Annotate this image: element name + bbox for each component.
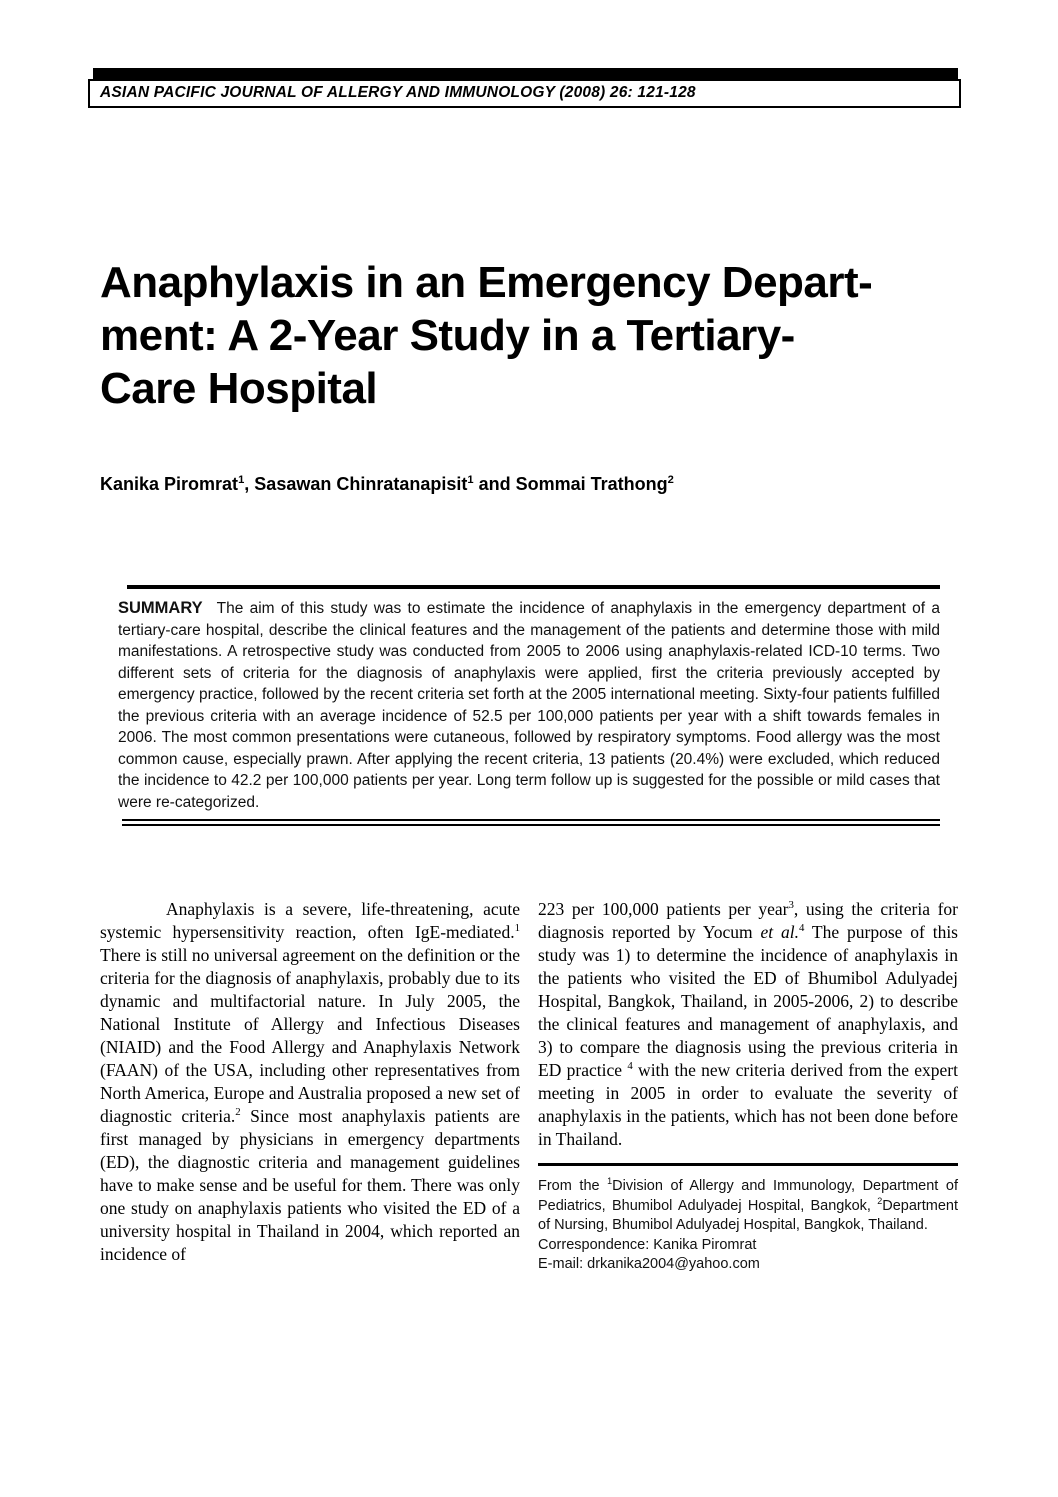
footnote-text-segment: Department of Nursing, Bhumibol Adulyadej Hospital, Bangkok, Thailand. <box>538 1197 958 1233</box>
reference-superscript-1: 1 <box>514 922 520 935</box>
body-text-segment: Anaphylaxis is a severe, life-threatening, acute systemic hypersensitivity reaction, often IgE-mediated. <box>100 899 520 942</box>
affiliation-superscript-2: 2 <box>877 1195 883 1206</box>
summary-block <box>118 585 940 826</box>
body-paragraph-right <box>538 898 958 1151</box>
summary-rule-bottom <box>122 819 940 826</box>
author-line <box>100 474 960 495</box>
summary-label: SUMMARY <box>118 599 203 617</box>
body-right-column <box>538 898 958 1275</box>
body-text-segment: with the new criteria derived from the expert meeting in 2005 in order to evaluate the severity of anaphylaxis in the patients, which has not been done before in Thailand. <box>538 1060 958 1149</box>
body-text-segment: , using the criteria for diagnosis reported by Yocum <box>538 899 958 942</box>
author-affiliation-superscript-1: 1 <box>238 474 245 486</box>
journal-header <box>88 68 961 108</box>
footnote-text-segment: From the <box>538 1178 608 1194</box>
reference-superscript-4: 4 <box>798 922 805 935</box>
body-columns <box>100 898 958 1275</box>
author-name-3: Sommai Trathong <box>515 474 668 494</box>
body-paragraph-left <box>100 898 520 1266</box>
reference-superscript-2: 2 <box>235 1106 241 1119</box>
summary-rule-top <box>127 585 940 589</box>
footnote-text-segment: Division of Allergy and Immunology, Department of Pediatrics, Bhumibol Adulyadej Hospital, Bangkok, <box>538 1178 958 1214</box>
article-title-line-1: Anaphylaxis in an Emergency Depart- <box>100 258 873 307</box>
article-title <box>100 256 980 415</box>
article-title-line-2: ment: A 2-Year Study in a Tertiary- <box>100 311 795 360</box>
footnote-rule <box>538 1163 958 1166</box>
author-separator-2: and <box>473 474 516 494</box>
reference-superscript-4b: 4 <box>627 1060 633 1073</box>
journal-citation-text: ASIAN PACIFIC JOURNAL OF ALLERGY AND IMMUNOLOGY (2008) 26: 121-128 <box>100 84 696 101</box>
affiliation-superscript-1: 1 <box>607 1176 613 1187</box>
author-name-2: Sasawan Chinratanapisit <box>254 474 468 494</box>
body-text-segment: Since most anaphylaxis patients are first managed by physicians in emergency departments (ED), the diagnostic criteria and management guidelines have to make sense and be useful for them. There was only one study on anaphylaxis patients who visited the ED of a university hospital in Thailand in 2004, which reported an incidence of <box>100 1106 520 1264</box>
footnote-block <box>538 1177 958 1275</box>
email-line: E-mail: drkanika2004@yahoo.com <box>538 1256 760 1272</box>
reference-superscript-3: 3 <box>788 899 794 912</box>
author-separator-1: , <box>244 474 255 494</box>
author-name-1: Kanika Piromrat <box>100 474 239 494</box>
author-affiliation-superscript-2: 1 <box>467 474 474 486</box>
correspondence-line: Correspondence: Kanika Piromrat <box>538 1236 757 1253</box>
journal-citation-box <box>88 79 961 108</box>
body-text-segment: The purpose of this study was 1) to determine the incidence of anaphylaxis in the patients who visited the ED of Bhumibol Adulyadej Hospital, Bangkok, Thailand, in 2005-2006, 2) to describe the clinical features and management of anaphylaxis, and 3) to compare the diagnosis using the previous criteria in ED practice <box>538 922 958 1080</box>
body-left-column <box>100 898 520 1275</box>
et-al-italic: et al. <box>760 922 799 942</box>
body-text-segment: There is still no universal agreement on the definition or the criteria for the diagnosis of anaphylaxis, probably due to its dynamic and multifactorial nature. In July 2005, the National Institute of Allergy and Infectious Diseases (NIAID) and the Food Allergy and Anaphylaxis Network (FAAN) of the USA, including other representatives from North America, Europe and Australia proposed a new set of diagnostic criteria. <box>100 945 520 1126</box>
article-title-line-3: Care Hospital <box>100 364 378 413</box>
summary-text: The aim of this study was to estimate the incidence of anaphylaxis in the emergency department of a tertiary-care hospital, describe the clinical features and the management of the patients and determine those with mild manifestations. A retrospective study was conducted from 2005 to 2006 using anaphylaxis-related ICD-10 terms. Two different sets of criteria for the diagnosis of anaphylaxis were applied, first the criteria previously accepted by emergency practice, followed by the recent criteria set forth at the 2005 international meeting. Sixty-four patients fulfilled the previous criteria with an average incidence of 52.5 per 100,000 patients per year with a shift towards females in 2006. The most common presentations were cutaneous, followed by respiratory symptoms. Food allergy was the most common cause, especially prawn. After applying the recent criteria, 13 patients (20.4%) were excluded, which reduced the incidence to 42.2 per 100,000 patients per year. Long term follow up is suggested for the possible or mild cases that were re-categorized. <box>118 600 940 811</box>
header-black-bar <box>93 68 958 79</box>
affiliation-footnote <box>538 1177 958 1236</box>
author-affiliation-superscript-3: 2 <box>667 474 674 486</box>
body-text-segment: 223 per 100,000 patients per year <box>538 899 789 919</box>
summary-paragraph <box>118 598 940 813</box>
